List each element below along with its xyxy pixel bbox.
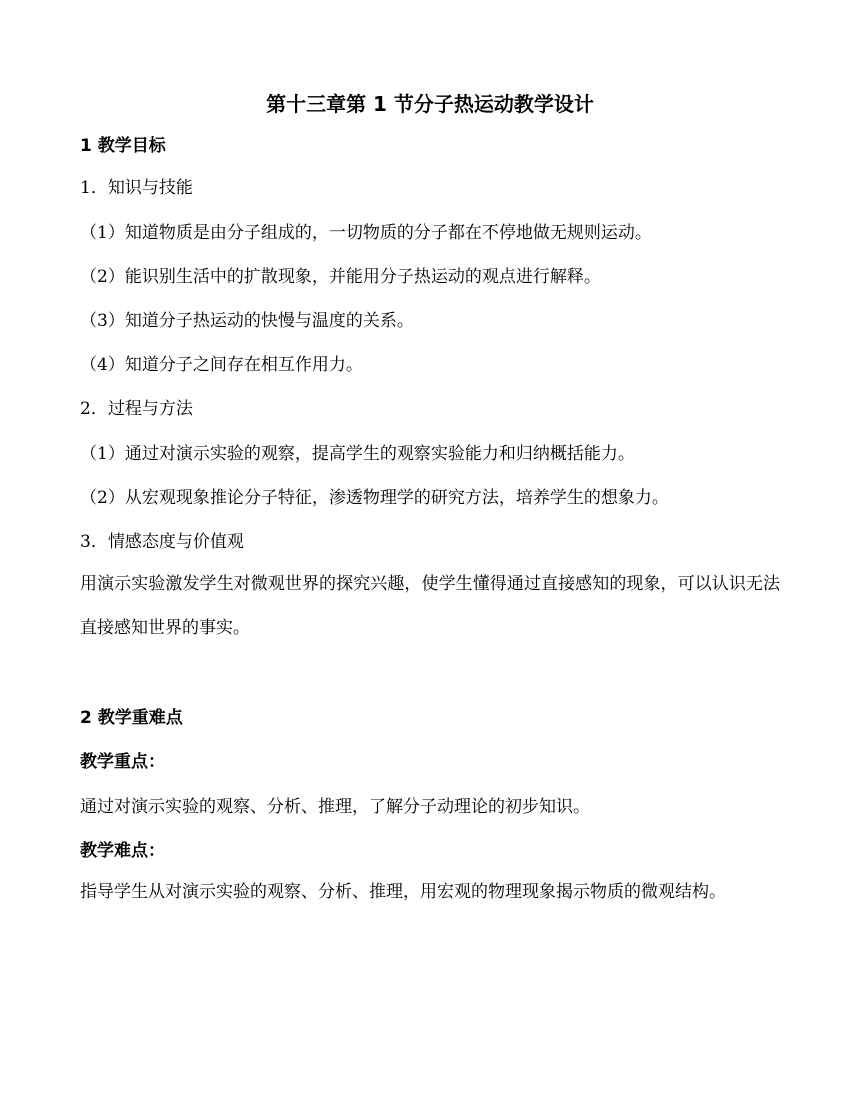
list-item: （2）能识别生活中的扩散现象，并能用分子热运动的观点进行解释。 (80, 267, 601, 287)
list-item: （3）知道分子热运动的快慢与温度的关系。 (80, 311, 414, 331)
list-item: （2）从宏观现象推论分子特征，渗透物理学的研究方法，培养学生的想象力。 (80, 488, 669, 508)
section-heading-objectives: 1 教学目标 (80, 136, 166, 156)
paragraph-attitude: 用演示实验激发学生对微观世界的探究兴趣，使学生懂得通过直接感知的现象，可以认识无法直接感知世界的事实。 (80, 574, 780, 638)
subheading-knowledge-skills: 1．知识与技能 (80, 178, 193, 198)
key-point-text: 通过对演示实验的观察、分析、推理，了解分子动理论的初步知识。 (80, 797, 590, 817)
list-item: （4）知道分子之间存在相互作用力。 (80, 355, 363, 375)
document-title: 第十三章第 1 节分子热运动教学设计 (266, 92, 594, 116)
subheading-attitude-values: 3．情感态度与价值观 (80, 532, 244, 552)
key-point-label: 教学重点： (80, 752, 165, 772)
list-item: （1）通过对演示实验的观察，提高学生的观察实验能力和归纳概括能力。 (80, 444, 635, 464)
difficult-point-text: 指导学生从对演示实验的观察、分析、推理，用宏观的物理现象揭示物质的微观结构。 (80, 882, 726, 902)
difficult-point-label: 教学难点： (80, 841, 165, 861)
section-heading-key-difficult: 2 教学重难点 (80, 708, 183, 728)
list-item: （1）知道物质是由分子组成的，一切物质的分子都在不停地做无规则运动。 (80, 223, 652, 243)
subheading-process-method: 2．过程与方法 (80, 399, 193, 419)
